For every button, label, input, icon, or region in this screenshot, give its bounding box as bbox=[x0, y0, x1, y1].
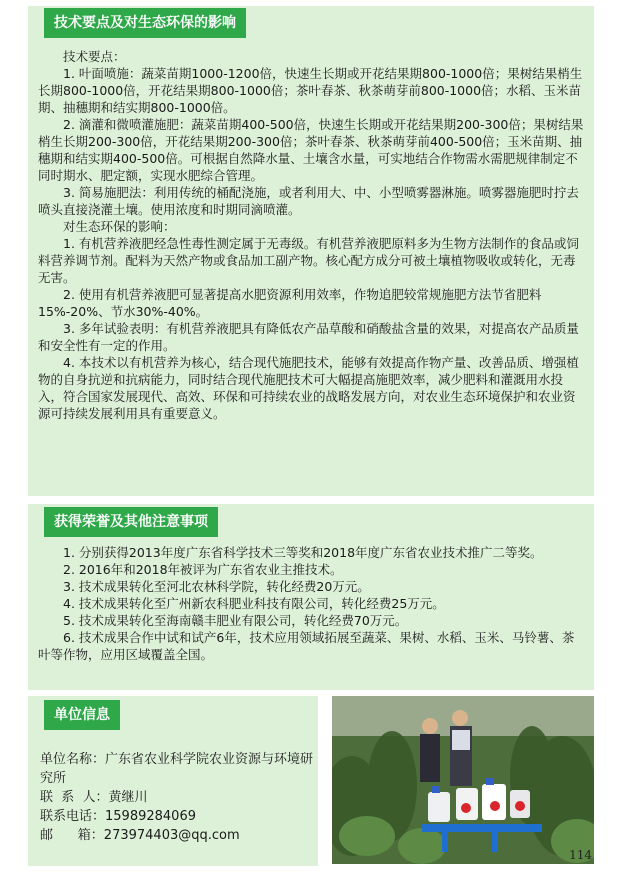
tech-point-3: 3. 简易施肥法：利用传统的桶配浇施，或者利用大、中、小型喷雾器淋施。喷雾器施肥时拧去喷头直接浇灌土壤。使用浓度和时期同滴喷灌。 bbox=[38, 185, 579, 217]
honor-item-6: 6. 技术成果合作中试和试产6年，技术应用领域拓展至蔬菜、果树、水稻、玉米、马铃薯、茶叶等作物，应用区域覆盖全国。 bbox=[38, 630, 575, 662]
tech-point-1: 1. 叶面喷施：蔬菜苗期1000-1200倍，快速生长期或开花结果期800-1000倍；果树结果梢生长期800-1000倍，开花结果期800-1000倍；茶叶春茶、秋茶萌芽前800-1000倍；水稻、玉米苗期、抽穗期和结实期800-1000倍。 bbox=[38, 66, 583, 115]
tech-section-body bbox=[38, 48, 584, 422]
unit-name-row bbox=[40, 750, 320, 788]
unit-email-row bbox=[40, 826, 320, 845]
honor-item-5: 5. 技术成果转化至海南赣丰肥业有限公司，转化经费70万元。 bbox=[63, 613, 408, 628]
honor-item-3: 3. 技术成果转化至河北农林科学院，转化经费20万元。 bbox=[63, 579, 370, 594]
unit-contact-label: 联 系 人： bbox=[40, 790, 109, 805]
page-number: 114 bbox=[569, 848, 592, 862]
tech-point-2: 2. 滴灌和微喷灌施肥：蔬菜苗期400-500倍，快速生长期或开花结果期200-300倍；果树结果梢生长期200-300倍，开花结果期200-300倍；茶叶春茶、秋茶萌芽前400-500倍；玉米苗期、抽穗期和结实期400-500倍。可根据自然降水量、土壤含水量，可实地结合作物需水需肥规律制定不同时期水、肥定额，实现水肥综合管理。 bbox=[38, 117, 584, 183]
unit-name-value: 广东省农业科学院农业资源与环境研究所 bbox=[40, 752, 314, 786]
honors-section-body bbox=[38, 544, 584, 663]
eco-impact-4: 4. 本技术以有机营养为核心，结合现代施肥技术，能够有效提高作物产量、改善品质、增强植物的自身抗逆和抗病能力，同时结合现代施肥技术可大幅提高施肥效率，减少肥料和灌溉用水投入，符合国家发展现代、高效、环保和可持续农业的战略发展方向，对农业生态环境保护和农业资源可持续发展利用具有重要意义。 bbox=[38, 355, 579, 421]
eco-impact-2: 2. 使用有机营养液肥可显著提高水肥资源利用效率，作物追肥较常规施肥方法节省肥料15%-20%、节水30%-40%。 bbox=[38, 287, 542, 319]
unit-phone-value: 15989284069 bbox=[105, 809, 196, 824]
unit-phone-label: 联系电话： bbox=[40, 809, 106, 824]
unit-phone-row bbox=[40, 807, 320, 826]
unit-contact-value: 黄继川 bbox=[108, 790, 148, 805]
unit-email-value: 273974403@qq.com bbox=[103, 828, 240, 843]
eco-impact-heading: 对生态环保的影响： bbox=[63, 219, 176, 234]
eco-impact-3: 3. 多年试验表明：有机营养液肥具有降低农产品草酸和硝酸盐含量的效果，对提高农产品质量和安全性有一定的作用。 bbox=[38, 321, 579, 353]
honor-item-1: 1. 分别获得2013年度广东省科学技术三等奖和2018年度广东省农业技术推广二等奖。 bbox=[63, 545, 543, 560]
honor-item-4: 4. 技术成果转化至广州新农科肥业科技有限公司，转化经费25万元。 bbox=[63, 596, 445, 611]
eco-impact-1: 1. 有机营养液肥经急性毒性测定属于无毒级。有机营养液肥原料多为生物方法制作的食品或饲料营养调节剂。配料为天然产物或食品加工副产物。核心配方成分可被土壤植物吸收或转化，无毒无害。 bbox=[38, 236, 579, 285]
honor-item-2: 2. 2016年和2018年被评为广东省农业主推技术。 bbox=[63, 562, 343, 577]
honors-section-title: 获得荣誉及其他注意事项 bbox=[44, 507, 218, 537]
tech-section-title: 技术要点及对生态环保的影响 bbox=[44, 8, 246, 38]
unit-contact-row bbox=[40, 788, 320, 807]
unit-info-body bbox=[40, 750, 320, 845]
tech-points-heading: 技术要点： bbox=[63, 49, 126, 64]
unit-name-label: 单位名称： bbox=[40, 752, 106, 767]
field-photo bbox=[332, 696, 594, 864]
unit-email-label: 邮 箱： bbox=[40, 828, 104, 843]
field-photo-illustration bbox=[332, 696, 594, 864]
unit-section-title: 单位信息 bbox=[44, 700, 120, 730]
